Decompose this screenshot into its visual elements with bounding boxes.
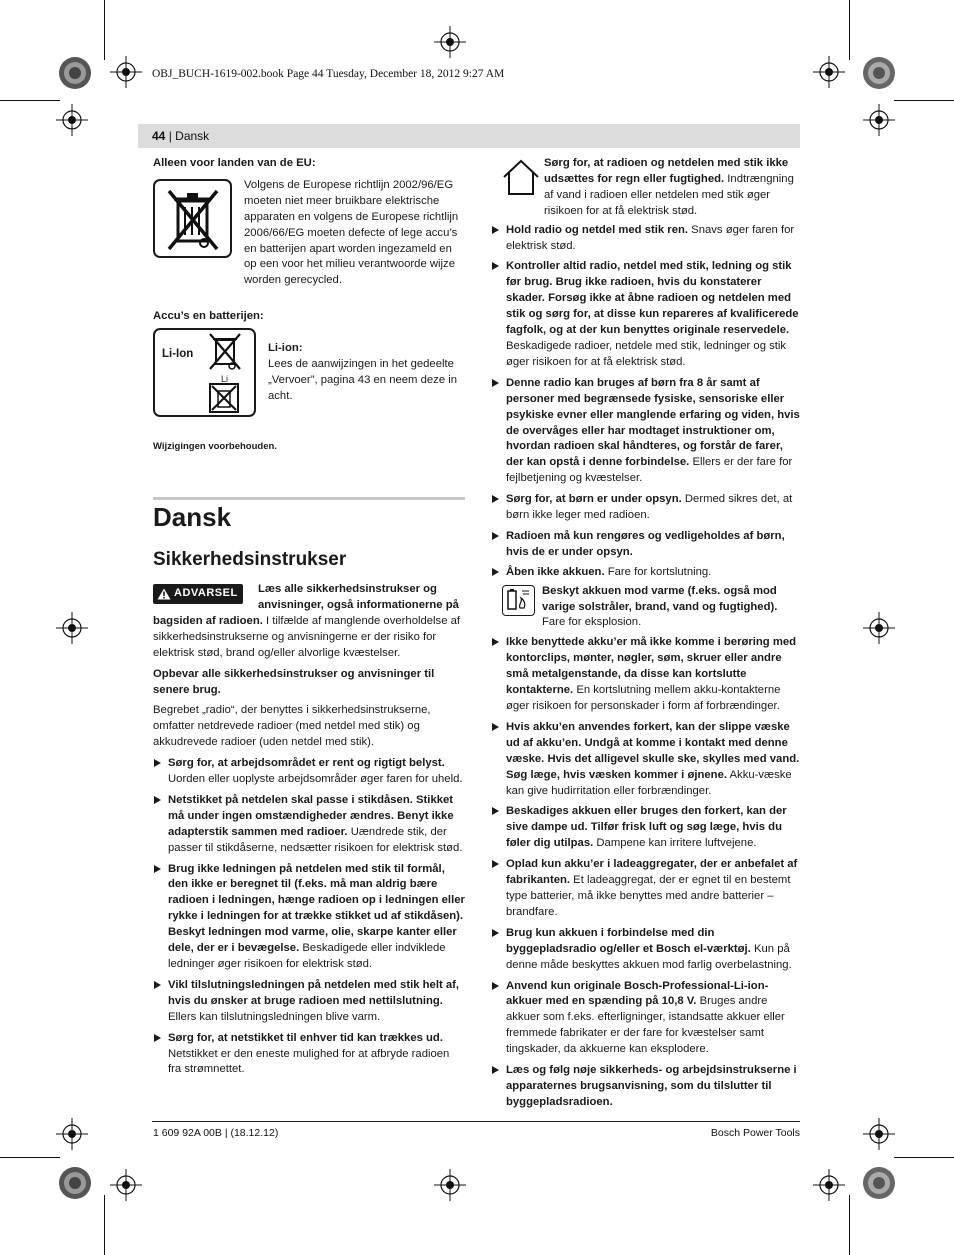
warning-badge-label: ADVARSEL xyxy=(174,587,238,600)
warning-bold-a: Læs alle sikkerhedsinstrukser og anvisninger, også informationerne på xyxy=(258,583,459,611)
list-item: Sørg for, at netstikket til enhver tid kan trækkes ud. Netstikket er den eneste mulighed for at afbryde radioen fra strømnettet. xyxy=(153,1031,465,1079)
color-target-icon xyxy=(862,1166,896,1200)
bullet-arrow-icon xyxy=(492,568,499,576)
weee-icon xyxy=(153,179,232,258)
registration-mark-icon xyxy=(56,1118,88,1150)
bullet-arrow-icon xyxy=(492,860,499,868)
color-target-icon xyxy=(862,56,896,90)
page-header-label: 44 | Dansk xyxy=(152,129,210,143)
list-item: Sørg for, at børn er under opsyn. Dermed sikres det, at børn ikke leger med radioen. xyxy=(491,492,801,524)
bullet-arrow-icon xyxy=(492,262,499,270)
bullet-arrow-icon xyxy=(492,495,499,503)
warning-badge xyxy=(153,584,243,604)
list-item: Læs og følg nøje sikkerheds- og arbejdsinstrukserne i apparaternes brugsanvisning, som du tilslutter til byggepladsradioen. xyxy=(491,1063,801,1111)
bullet-arrow-icon xyxy=(492,929,499,937)
list-item: Kontroller altid radio, netdel med stik, ledning og stik før brug. Brug ikke radioen, hvis du konstaterer skader. Forsøg ikke at åbne radioen og netdelen med stik og sørg for, at disse kun repareres af kvalificerede fagfolk, og at der kun benyttes originale reservedele. Beskadigede radioer, netdele med stik, ledninger og stik øger risikoen for at få elektrisk stød. xyxy=(491,259,801,370)
liion-sub-label: Li xyxy=(221,374,229,385)
registration-mark-icon xyxy=(110,1169,142,1201)
bullet-arrow-icon xyxy=(492,723,499,731)
registration-mark-icon xyxy=(110,56,142,88)
bullet-arrow-icon xyxy=(154,796,161,804)
footer-rule xyxy=(152,1121,800,1122)
page-header xyxy=(138,124,800,148)
page-number: 44 xyxy=(152,129,166,143)
list-item: Hold radio og netdel med stik ren. Snavs øger faren for elektrisk stød. xyxy=(491,223,801,255)
warning-triangle-icon xyxy=(157,588,171,600)
list-item: Ikke benyttede akku’er må ikke komme i berøring med kontorclips, mønter, nøgler, søm, skruer eller andre små metalgenstande, da disse kan kortslutte kontakterne. En kortslutning mellem akku-kontakterne øger risikoen for personskader i form af forbrændinger. xyxy=(491,635,801,715)
heat-bold: Beskyt akkuen mod varme (f.eks. også mod varige solstråler, brand, vand og fugtighed). xyxy=(542,584,778,613)
nl-weee-text: Volgens de Europese richtlijn 2002/96/EG moeten niet meer bruikbare elektrische apparaten en volgens de Europese richtlijn 2006/66/EG moeten defecte of lege accu’s en batterijen apart worden ingezameld en op een voor het milieu verantwoorde wijze worden gerecycled. xyxy=(244,178,459,287)
list-item: Beskadiges akkuen eller bruges den forkert, kan der sive dampe ud. Tilfør frisk luft og søg læge, hvis du føler dig utilpas. Dampene kan irritere luftvejene. xyxy=(491,804,801,852)
nl-reserved: Wijzigingen voorbehouden. xyxy=(153,441,277,453)
list-item: Radioen må kun rengøres og vedligeholdes af børn, hvis de er under opsyn. xyxy=(491,529,801,561)
registration-mark-icon xyxy=(863,1118,895,1150)
warning-bold-b: bagsiden af radioen. xyxy=(153,614,263,627)
bullet-arrow-icon xyxy=(154,759,161,767)
color-target-icon xyxy=(58,56,92,90)
battery-heat-icon xyxy=(502,585,535,616)
bullet-arrow-icon xyxy=(154,865,161,873)
list-item: Hvis akku’en anvendes forkert, kan der slippe væske ud af akku’en. Undgå at komme i kontakt med denne væske. Hvis det alligevel skulle ske, skylles med vand. Søg læge, hvis væsken kommer i øjnene. Akku-væske kan give hudirritation eller forbrændinger. xyxy=(491,720,801,800)
bullet-arrow-icon xyxy=(492,638,499,646)
house-text: Indtrængning af vand i radioen eller netdelen med stik øger risikoen for at få elektrisk stød. xyxy=(544,172,794,217)
right-column xyxy=(491,156,801,1111)
house-indoor-icon xyxy=(501,158,541,198)
liion-text: Lees de aanwijzingen in het gedeelte „Vervoer”, pagina 43 en neem deze in acht. xyxy=(268,358,458,402)
registration-mark-icon xyxy=(863,612,895,644)
footer-brand: Bosch Power Tools xyxy=(710,1127,800,1139)
list-item: Åben ikke akkuen. Fare for kortslutning. xyxy=(491,565,801,581)
registration-mark-icon xyxy=(813,1169,845,1201)
registration-mark-icon xyxy=(56,104,88,136)
registration-mark-icon xyxy=(434,1169,466,1201)
registration-mark-icon xyxy=(813,56,845,88)
registration-mark-icon xyxy=(56,612,88,644)
list-item: Anvend kun originale Bosch-Professional-Li-ion-akkuer med en spænding på 10,8 V. Bruges andre akkuer som f.eks. efterligninger, istandsatte akkuer eller fremmede fabrikater er der fare for kvæstelser samt tingskader, da akkuerne kan eksplodere. xyxy=(491,979,801,1059)
registration-mark-icon xyxy=(434,26,466,58)
footer-doc-id: 1 609 92A 00B | (18.12.12) xyxy=(153,1127,279,1139)
bullet-arrow-icon xyxy=(154,981,161,989)
section-rule xyxy=(153,497,465,500)
list-item: Oplad kun akku’er i ladeaggregater, der er anbefalet af fabrikanten. Et ladeaggregat, der er egnet til en bestemt type batterier, må ikke benyttes med andre batterier – brandfare. xyxy=(491,857,801,921)
heat-text: Fare for eksplosion. xyxy=(542,616,642,629)
list-item: Netstikket på netdelen skal passe i stikdåsen. Stikket må under ingen omstændigheder ændres. Benyt ikke adapterstik sammen med radioer. Uændrede stik, der passer til stikdåserne, nedsætter risikoen for elektrisk stød. xyxy=(153,793,465,857)
header-section: Dansk xyxy=(175,129,210,143)
list-item: Sørg for, at arbejdsområdet er rent og rigtigt belyst. Uorden eller uoplyste arbejdsområder øger faren for uheld. xyxy=(153,756,465,788)
list-item: Vikl tilslutningsledningen på netdelen med stik helt af, hvis du ønsker at bruge radioen med nettilslutning. Ellers kan tilslutningsledningen blive varm. xyxy=(153,978,465,1026)
list-item: Denne radio kan bruges af børn fra 8 år samt af personer med begrænsede fysiske, sensoriske eller psykiske evner eller manglende erfaring og viden, hvis de overvåges eller har modtaget instruktioner om, hvordan radioen skal håndteres, og forstår de farer, der kan opstå i denne forbindelse. Ellers er der fare for fejlbetjening og kvæstelser. xyxy=(491,376,801,487)
house-bold: Sørg for, at radioen og netdelen med stik ikke udsættes for regn eller fugtighed. xyxy=(544,157,789,185)
bullet-arrow-icon xyxy=(492,807,499,815)
keep-instructions: Opbevar alle sikkerhedsinstrukser og anvisninger til senere brug. xyxy=(153,667,435,696)
bullet-arrow-icon xyxy=(154,1034,161,1042)
list-item: Brug kun akkuen i forbindelse med din byggepladsradio og/eller et Bosch el-værktøj. Kun på denne måde beskyttes akkuen mod farlig overbelastning. xyxy=(491,926,801,974)
liion-title: Li-ion: xyxy=(268,342,303,355)
liion-recycle-icon xyxy=(153,328,256,417)
bullet-arrow-icon xyxy=(492,982,499,990)
nl-heading: Alleen voor landen van de EU: xyxy=(153,157,316,169)
bullet-arrow-icon xyxy=(492,532,499,540)
nl-battery-heading: Accu’s en batterijen: xyxy=(153,310,264,323)
liion-icon-label: Li-Ion xyxy=(162,348,194,361)
battery-recycle-icon xyxy=(209,383,239,413)
warning-text: I tilfælde af manglende overholdelse af sikkerhedsinstrukserne og anvisningerne er der risiko for elektrisk stød, brand og/eller alvorlige kvæstelser. xyxy=(153,614,461,659)
registration-mark-icon xyxy=(863,104,895,136)
section-title: Sikkerhedsinstrukser xyxy=(153,549,347,571)
bullet-arrow-icon xyxy=(492,226,499,234)
list-item: Brug ikke ledningen på netdelen med stik til formål, den ikke er beregnet til (f.eks. må man aldrig bære radioen i ledningen, hænge radioen op i ledningen eller rykke i ledningen for at trække stikket ud af stikdåsen). Beskyt ledningen mod varme, olie, skarpe kanter eller dele, der er i bevægelse. Beskadigede eller indviklede ledninger øger risikoen for elektrisk stød. xyxy=(153,862,465,973)
file-slug: OBJ_BUCH-1619-002.book Page 44 Tuesday, December 18, 2012 9:27 AM xyxy=(152,68,505,80)
bullet-arrow-icon xyxy=(492,379,499,387)
bullet-arrow-icon xyxy=(492,1066,499,1074)
language-title: Dansk xyxy=(153,502,232,533)
term-text: Begrebet „radio“, der benyttes i sikkerhedsinstrukserne, omfatter netdrevede radioer (med netdel med stik) og akkudrevede radioer (uden netdel med stik). xyxy=(153,704,431,749)
color-target-icon xyxy=(58,1166,92,1200)
left-column xyxy=(153,156,465,1078)
